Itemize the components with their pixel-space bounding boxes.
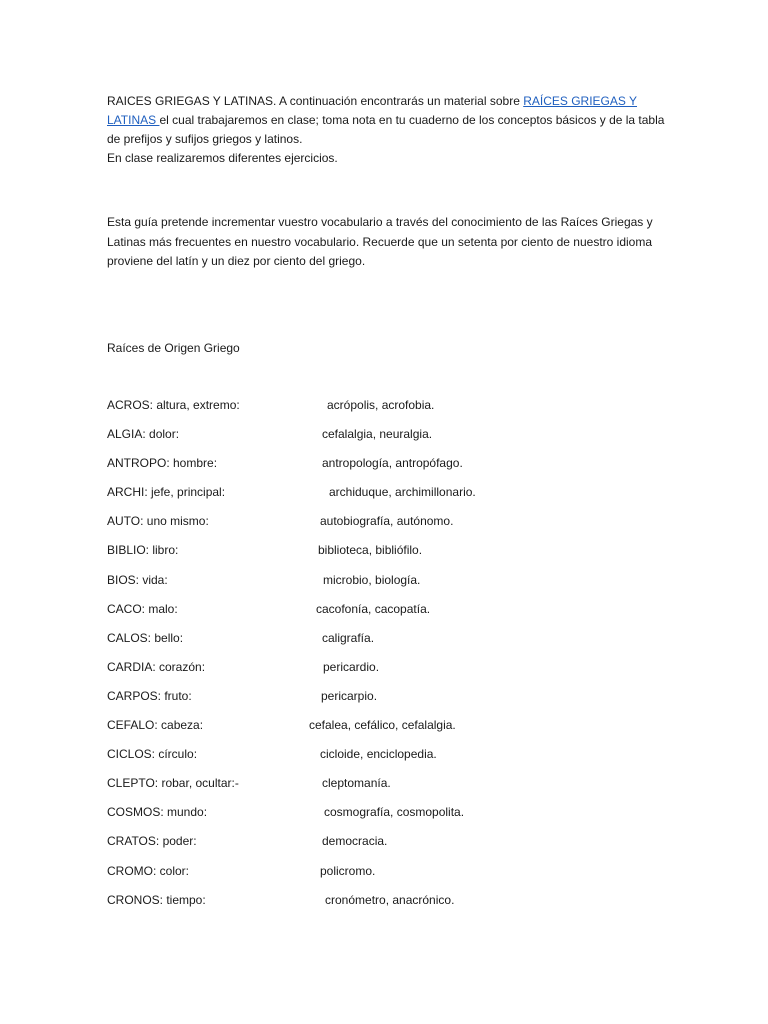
root-term: CLEPTO: robar, ocultar:-: [107, 776, 239, 791]
root-term: ALGIA: dolor:: [107, 427, 180, 442]
intro-paragraph: [107, 92, 667, 168]
intro-second-line: En clase realizaremos diferentes ejercicios.: [107, 151, 338, 165]
root-row: [107, 776, 667, 805]
root-examples: acrópolis, acrofobia.: [327, 398, 435, 412]
root-term: CEFALO: cabeza:: [107, 718, 204, 733]
root-row: [107, 631, 667, 660]
root-row: [107, 456, 667, 485]
root-examples: cicloide, enciclopedia.: [320, 747, 437, 762]
root-examples: caligrafía.: [322, 630, 375, 645]
root-examples: archiduque, archimillonario.: [329, 485, 476, 500]
root-examples: pericarpio.: [321, 688, 378, 703]
root-examples: cefalalgia, neuralgia.: [322, 427, 433, 442]
root-row: [107, 893, 667, 922]
root-row: [107, 834, 667, 863]
root-row: [107, 427, 667, 456]
raices-griegas-latinas-link[interactable]: RAÍCES GRIEGAS Y LATINAS: [107, 94, 638, 127]
root-examples: cronómetro, anacrónico.: [325, 892, 455, 907]
root-term: BIOS: vida:: [107, 572, 168, 587]
root-row: [107, 660, 667, 689]
root-term: CROMO: color:: [107, 863, 190, 878]
root-term: ARCHI: jefe, principal:: [107, 485, 226, 500]
root-examples: pericardio.: [323, 659, 380, 674]
root-term: COSMOS: mundo:: [107, 805, 208, 820]
greek-roots-list: [107, 398, 667, 922]
root-row: [107, 543, 667, 572]
root-examples: cefalea, cefálico, cefalalgia.: [309, 718, 456, 733]
root-row: [107, 805, 667, 834]
section-title: Raíces de Origen Griego: [107, 341, 240, 355]
root-term: CRONOS: tiempo:: [107, 892, 206, 907]
root-term: CALOS: bello:: [107, 630, 184, 645]
root-examples: antropología, antropófago.: [322, 456, 463, 471]
root-term: CARPOS: fruto:: [107, 688, 192, 703]
root-examples: biblioteca, bibliófilo.: [318, 543, 423, 558]
guide-paragraph: Esta guía pretende incrementar vuestro vocabulario a través del conocimiento de las Raíces Griegas y Latinas más frecuentes en nuestro vocabulario. Recuerde que un setenta por ciento de nuestro idioma proviene del latín y un diez por ciento del griego.: [107, 215, 653, 268]
intro-text-after-link: el cual trabajaremos en clase; toma nota en tu cuaderno de los conceptos básicos y de la tabla de prefijos y sufijos griegos y latinos.: [107, 113, 665, 146]
root-row: [107, 573, 667, 602]
root-term: CRATOS: poder:: [107, 834, 197, 849]
root-term: BIBLIO: libro:: [107, 543, 179, 558]
root-row: [107, 602, 667, 631]
root-term: CARDIA: corazón:: [107, 659, 206, 674]
root-term: ACROS: altura, extremo:: [107, 398, 240, 412]
intro-text-before-link: RAICES GRIEGAS Y LATINAS. A continuación encontrarás un material sobre: [107, 94, 524, 108]
root-examples: cacofonía, cacopatía.: [316, 601, 431, 616]
root-row: [107, 398, 667, 427]
root-examples: cleptomanía.: [322, 776, 391, 791]
root-examples: democracia.: [322, 834, 388, 849]
root-row: [107, 747, 667, 776]
root-row: [107, 864, 667, 893]
root-term: AUTO: uno mismo:: [107, 514, 209, 529]
root-row: [107, 718, 667, 747]
root-examples: cosmografía, cosmopolita.: [324, 805, 465, 820]
root-row: [107, 514, 667, 543]
root-row: [107, 485, 667, 514]
root-term: ANTROPO: hombre:: [107, 456, 218, 471]
root-row: [107, 689, 667, 718]
root-term: CACO: malo:: [107, 601, 178, 616]
root-term: CICLOS: círculo:: [107, 747, 198, 762]
root-examples: policromo.: [320, 863, 376, 878]
root-examples: microbio, biología.: [323, 572, 421, 587]
root-examples: autobiografía, autónomo.: [320, 514, 454, 529]
